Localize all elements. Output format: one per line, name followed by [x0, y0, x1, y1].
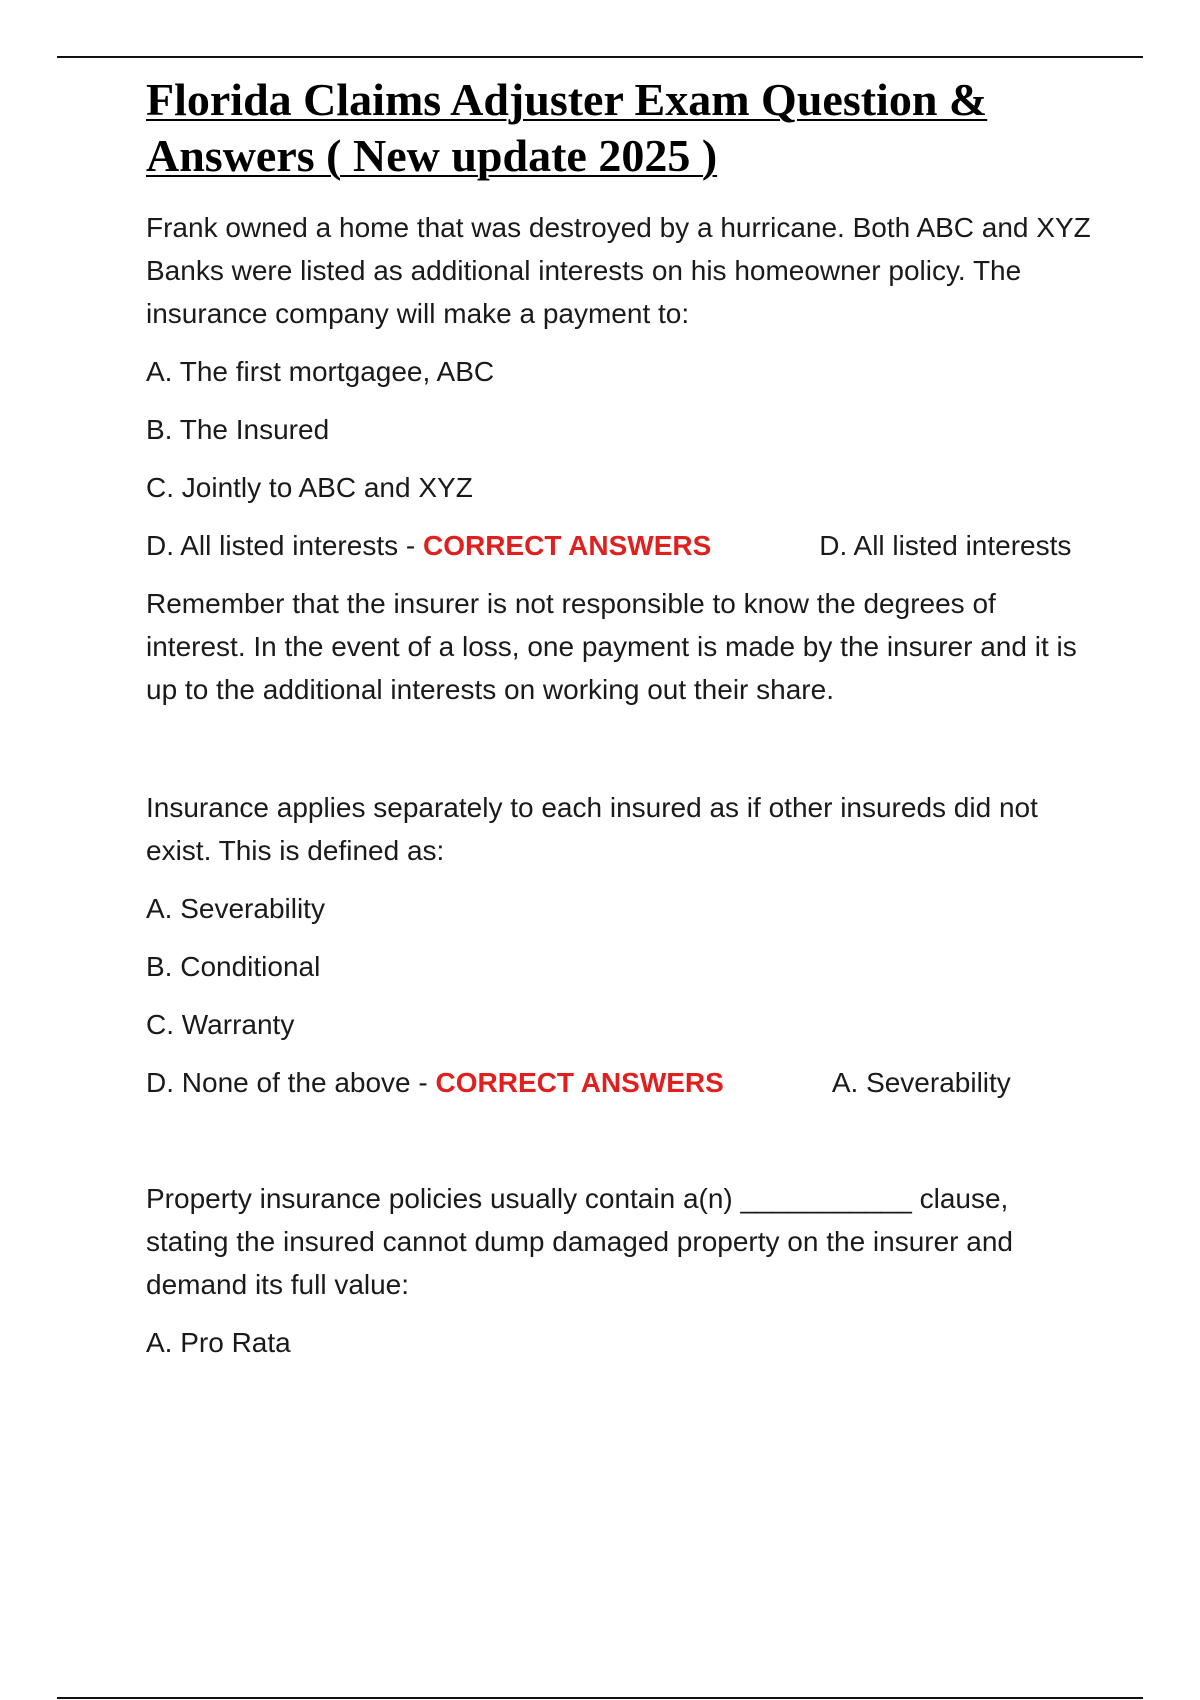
document-title: Florida Claims Adjuster Exam Question & Answers ( New update 2025 ): [146, 74, 988, 181]
question-2: [146, 786, 1091, 1104]
option-b: B. The Insured: [146, 414, 330, 445]
option-b: B. Conditional: [146, 951, 321, 982]
bottom-rule: [57, 1697, 1143, 1699]
question-prompt: Property insurance policies usually contain a(n) ___________ clause, stating the insured cannot dump damaged property on the insurer and demand its full value:: [146, 1183, 1014, 1300]
correct-answers-label: CORRECT ANSWERS: [435, 1067, 724, 1098]
question-prompt: Frank owned a home that was destroyed by a hurricane. Both ABC and XYZ Banks were listed as additional interests on his homeowner policy. The insurance company will make a payment to:: [146, 212, 1091, 329]
option-d-answer-line: [146, 524, 1091, 567]
option-d: D. All listed interests -: [146, 530, 423, 561]
option-a: A. Pro Rata: [146, 1327, 291, 1358]
top-rule: [57, 56, 1143, 58]
question-prompt: Insurance applies separately to each insured as if other insureds did not exist. This is defined as:: [146, 792, 1038, 866]
answer-explanation: Remember that the insurer is not responsible to know the degrees of interest. In the event of a loss, one payment is made by the insurer and it is up to the additional interests on working out their share.: [146, 588, 1077, 705]
correct-answers-label: CORRECT ANSWERS: [422, 530, 712, 561]
question-3: [146, 1177, 1091, 1364]
option-c: C. Jointly to ABC and XYZ: [146, 472, 473, 503]
document-body: [146, 72, 1091, 1379]
option-a: A. Severability: [146, 893, 325, 924]
option-d: D. None of the above -: [146, 1067, 436, 1098]
correct-answer-text: A. Severability: [831, 1067, 1011, 1098]
question-1: [146, 206, 1091, 711]
option-c: C. Warranty: [146, 1009, 295, 1040]
correct-answer-text: D. All listed interests: [819, 530, 1072, 561]
option-d-answer-line: [146, 1061, 1091, 1104]
option-a: A. The first mortgagee, ABC: [146, 356, 495, 387]
